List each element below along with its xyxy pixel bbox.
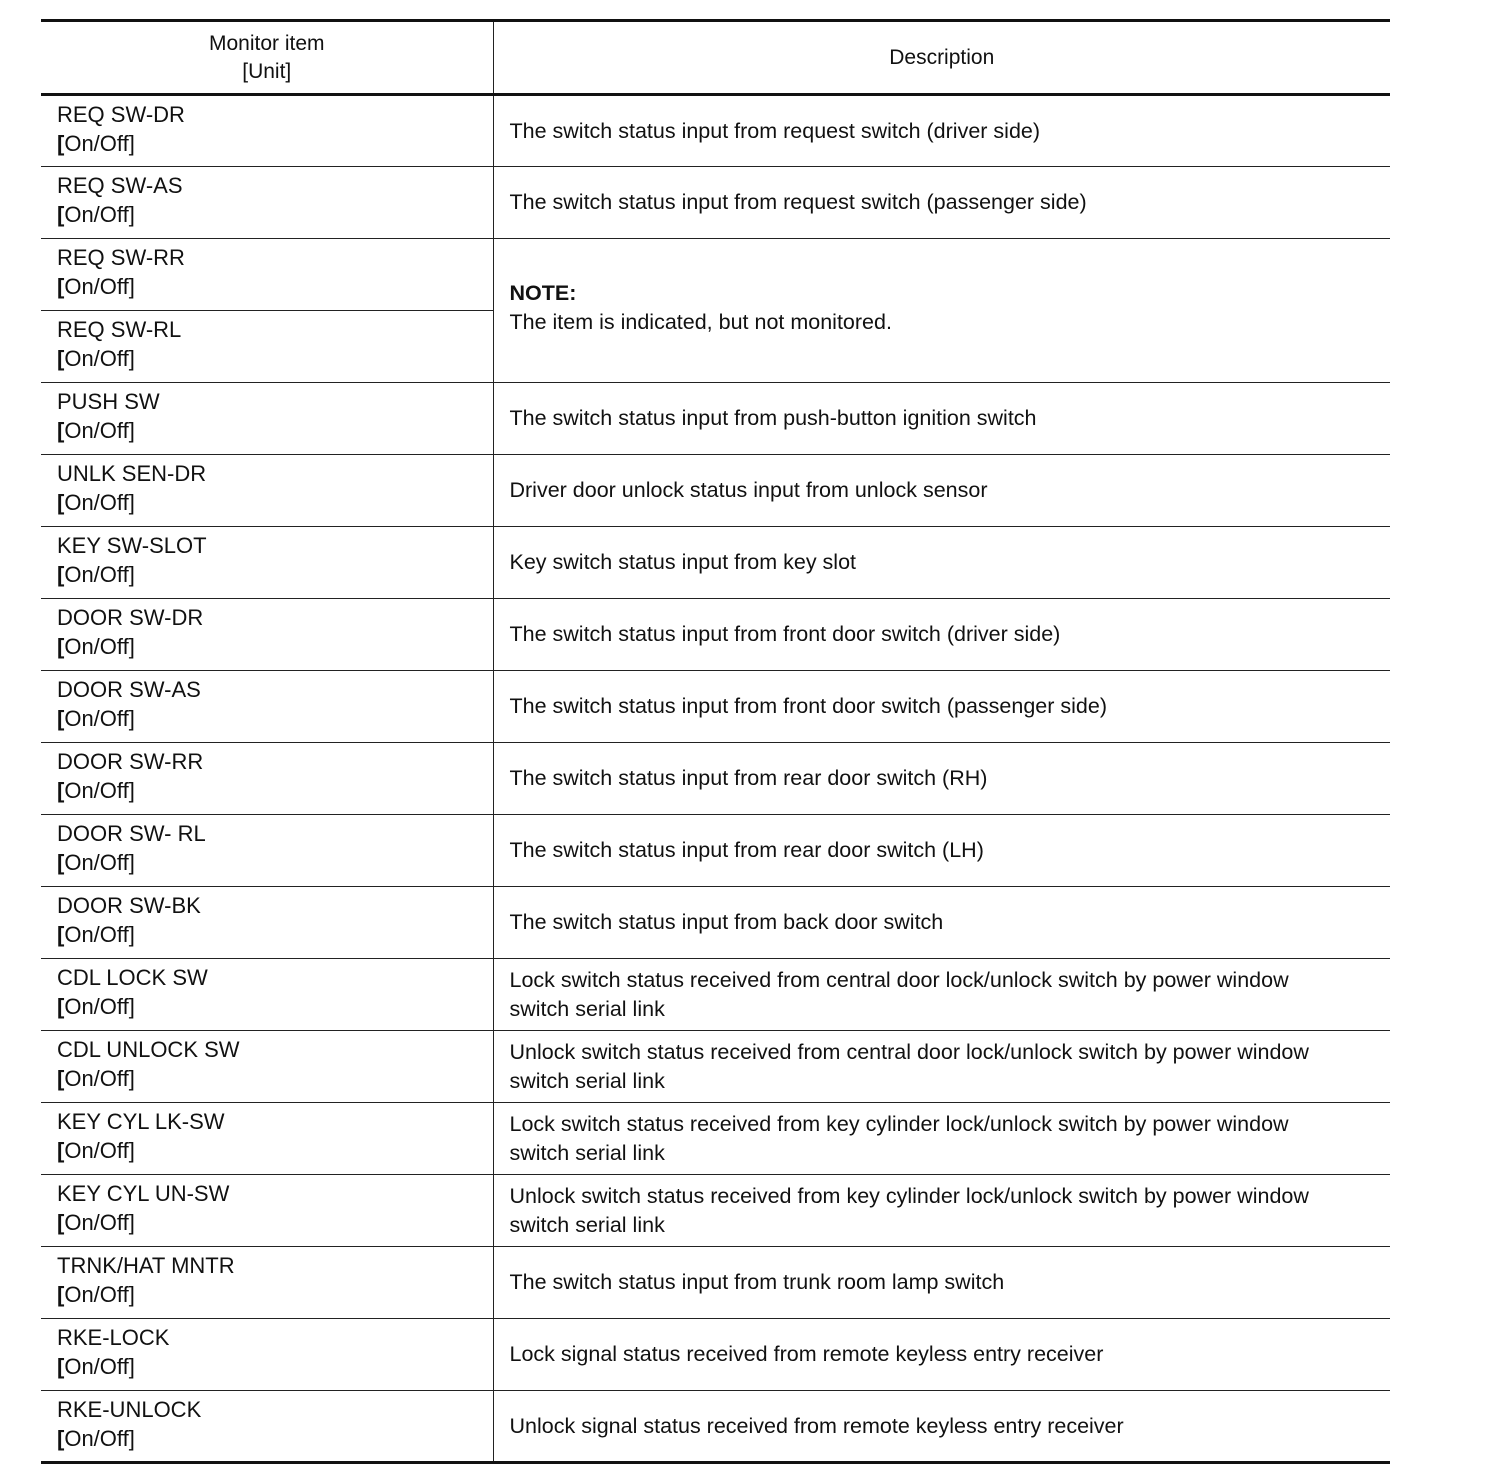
monitor-item-cell: [41, 455, 493, 527]
monitor-item-name: DOOR SW- RL: [57, 821, 206, 846]
description-cell: Unlock switch status received from key cylinder lock/unlock switch by power window switch serial link: [493, 1175, 1390, 1247]
monitor-item-name: KEY CYL LK-SW: [57, 1109, 225, 1134]
monitor-item-cell: [41, 527, 493, 599]
table-row: [41, 959, 1390, 1031]
monitor-item-unit: [On/Off]: [57, 274, 135, 299]
monitor-item-unit: [On/Off]: [57, 418, 135, 443]
monitor-item-cell: [41, 1391, 493, 1463]
monitor-item-name: DOOR SW-BK: [57, 893, 201, 918]
monitor-item-unit: [On/Off]: [57, 1138, 135, 1163]
monitor-item-unit: [On/Off]: [57, 706, 135, 731]
table-row: [41, 1247, 1390, 1319]
monitor-item-unit: [On/Off]: [57, 1354, 135, 1379]
monitor-item-name: REQ SW-RR: [57, 245, 185, 270]
description-cell: The switch status input from front door switch (driver side): [493, 599, 1390, 671]
monitor-item-unit: [On/Off]: [57, 202, 135, 227]
description-cell: The switch status input from request switch (passenger side): [493, 167, 1390, 239]
monitor-item-unit: [On/Off]: [57, 1066, 135, 1091]
monitor-item-cell: [41, 383, 493, 455]
monitor-item-unit: [On/Off]: [57, 346, 135, 371]
monitor-item-unit: [On/Off]: [57, 778, 135, 803]
monitor-item-unit: [On/Off]: [57, 994, 135, 1019]
table-row: [41, 887, 1390, 959]
monitor-item-cell: [41, 167, 493, 239]
description-cell: The switch status input from front door switch (passenger side): [493, 671, 1390, 743]
description-cell: The switch status input from rear door switch (LH): [493, 815, 1390, 887]
monitor-item-cell: [41, 95, 493, 167]
header-monitor-item: [41, 21, 493, 95]
monitor-item-name: DOOR SW-DR: [57, 605, 204, 630]
description-cell: Unlock switch status received from central door lock/unlock switch by power window switch serial link: [493, 1031, 1390, 1103]
monitor-item-cell: [41, 311, 493, 383]
description-cell: Lock switch status received from central door lock/unlock switch by power window switch serial link: [493, 959, 1390, 1031]
monitor-item-name: PUSH SW: [57, 389, 160, 414]
table-row: [41, 815, 1390, 887]
monitor-item-name: TRNK/HAT MNTR: [57, 1253, 235, 1278]
table-row: [41, 671, 1390, 743]
description-cell: The switch status input from request switch (driver side): [493, 95, 1390, 167]
table-row: [41, 743, 1390, 815]
monitor-item-name: RKE-LOCK: [57, 1325, 170, 1350]
header-unit-label: [Unit]: [242, 59, 292, 83]
monitor-item-name: DOOR SW-AS: [57, 677, 201, 702]
monitor-item-cell: [41, 959, 493, 1031]
monitor-item-cell: [41, 1247, 493, 1319]
monitor-item-cell: [41, 887, 493, 959]
monitor-item-name: KEY SW-SLOT: [57, 533, 207, 558]
table-row: [41, 1175, 1390, 1247]
monitor-item-unit: [On/Off]: [57, 922, 135, 947]
monitor-item-unit: [On/Off]: [57, 131, 135, 156]
description-cell: Lock signal status received from remote keyless entry receiver: [493, 1319, 1390, 1391]
monitor-item-name: RKE-UNLOCK: [57, 1397, 202, 1422]
monitor-item-unit: [On/Off]: [57, 562, 135, 587]
monitor-item-cell: [41, 239, 493, 311]
table-row: [41, 239, 1390, 311]
table-row: [41, 167, 1390, 239]
description-cell: Key switch status input from key slot: [493, 527, 1390, 599]
monitor-item-unit: [On/Off]: [57, 1282, 135, 1307]
table-row: [41, 1319, 1390, 1391]
table-row: [41, 1031, 1390, 1103]
monitor-item-name: CDL LOCK SW: [57, 965, 208, 990]
description-cell: The switch status input from push-button ignition switch: [493, 383, 1390, 455]
monitor-item-unit: [On/Off]: [57, 634, 135, 659]
description-cell: Lock switch status received from key cylinder lock/unlock switch by power window switch serial link: [493, 1103, 1390, 1175]
monitor-item-name: REQ SW-AS: [57, 173, 183, 198]
table-row: [41, 599, 1390, 671]
description-cell: The switch status input from rear door switch (RH): [493, 743, 1390, 815]
monitor-item-cell: [41, 1175, 493, 1247]
note-text: The item is indicated, but not monitored.: [509, 310, 892, 334]
monitor-item-cell: [41, 1319, 493, 1391]
monitor-item-name: REQ SW-DR: [57, 102, 185, 127]
monitor-item-cell: [41, 671, 493, 743]
table-row: [41, 527, 1390, 599]
monitor-item-cell: [41, 1103, 493, 1175]
header-description: Description: [493, 21, 1390, 95]
table-row: [41, 383, 1390, 455]
description-cell: Unlock signal status received from remote keyless entry receiver: [493, 1391, 1390, 1463]
description-cell: The switch status input from trunk room lamp switch: [493, 1247, 1390, 1319]
monitor-item-table: [41, 19, 1390, 1464]
monitor-item-cell: [41, 815, 493, 887]
monitor-item-name: DOOR SW-RR: [57, 749, 204, 774]
monitor-item-unit: [On/Off]: [57, 490, 135, 515]
monitor-item-cell: [41, 743, 493, 815]
monitor-item-name: CDL UNLOCK SW: [57, 1037, 240, 1062]
monitor-item-name: REQ SW-RL: [57, 317, 182, 342]
note-label: NOTE:: [509, 281, 577, 305]
monitor-item-unit: [On/Off]: [57, 850, 135, 875]
table-row: [41, 455, 1390, 527]
monitor-item-name: KEY CYL UN-SW: [57, 1181, 230, 1206]
monitor-item-unit: [On/Off]: [57, 1426, 135, 1451]
monitor-item-unit: [On/Off]: [57, 1210, 135, 1235]
table-row: [41, 1103, 1390, 1175]
note-cell: [493, 239, 1390, 383]
table-header-row: [41, 21, 1390, 95]
description-cell: The switch status input from back door switch: [493, 887, 1390, 959]
monitor-item-cell: [41, 1031, 493, 1103]
header-monitor-item-label: Monitor item: [208, 31, 325, 55]
monitor-item-name: UNLK SEN-DR: [57, 461, 207, 486]
table-row: [41, 95, 1390, 167]
monitor-item-cell: [41, 599, 493, 671]
table-row: [41, 1391, 1390, 1463]
description-cell: Driver door unlock status input from unlock sensor: [493, 455, 1390, 527]
